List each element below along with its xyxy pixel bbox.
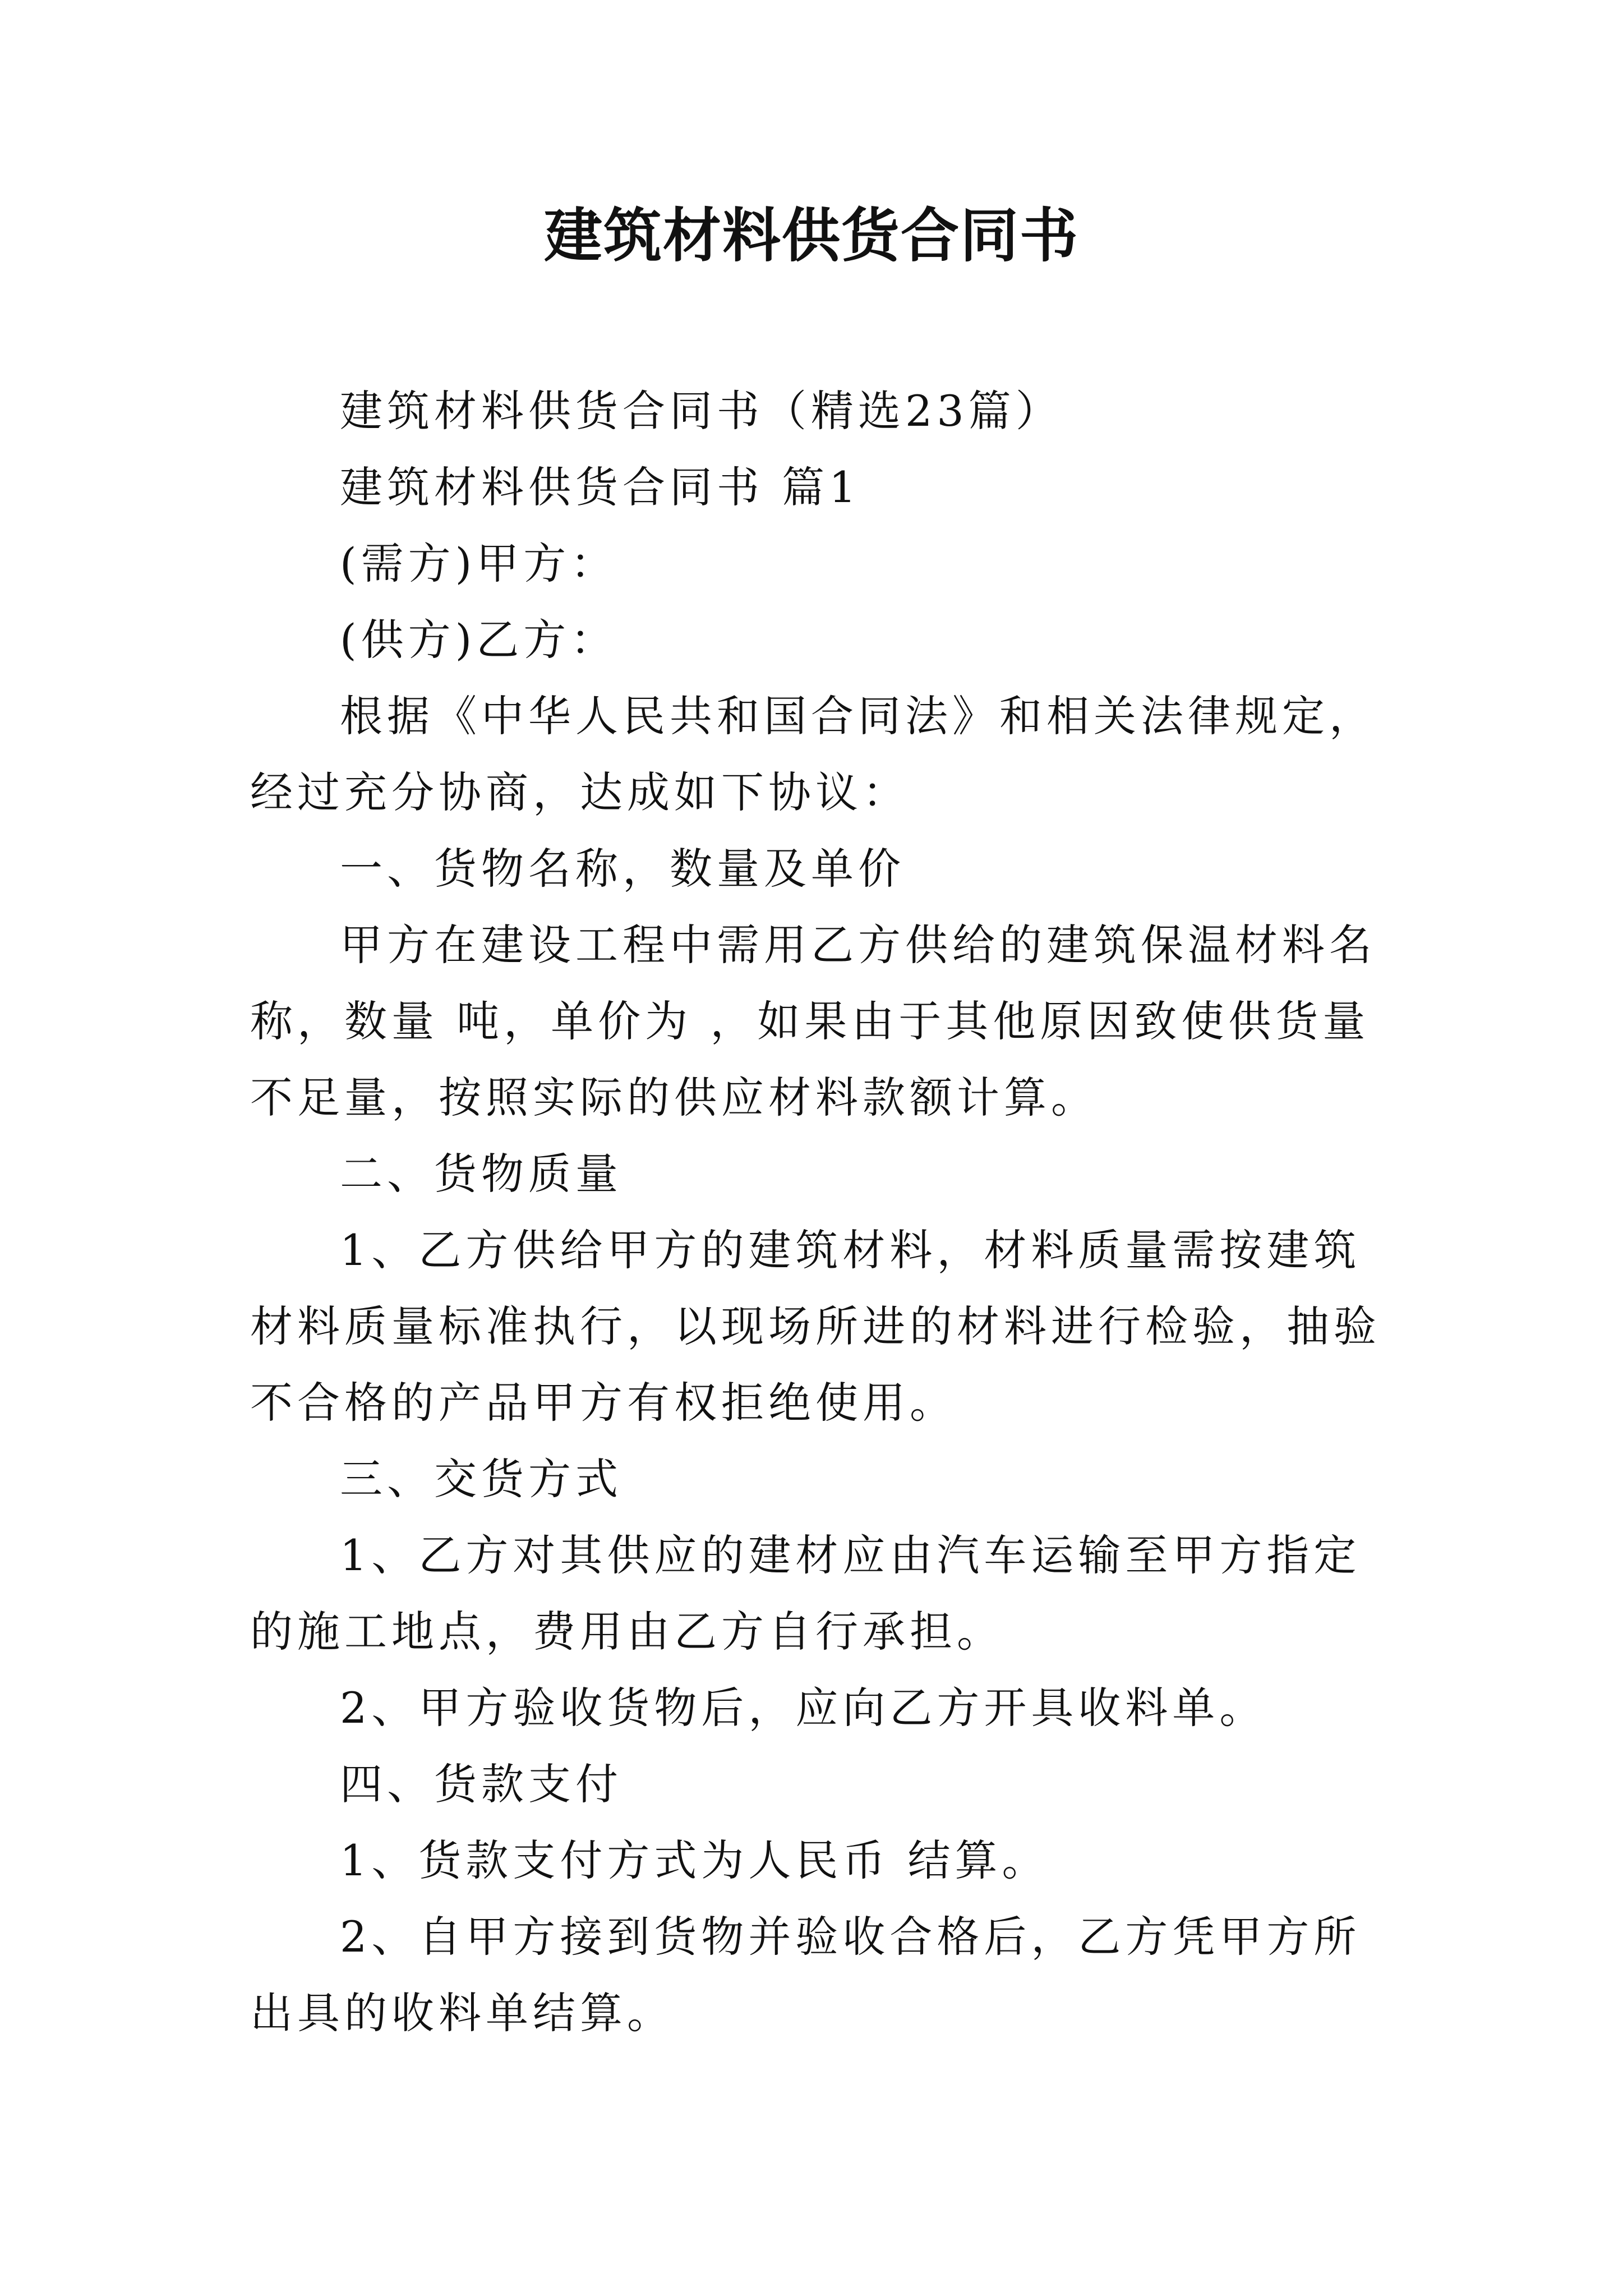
- party-b-line: (供方)乙方：: [340, 615, 618, 665]
- preamble-paragraph: 根据《中华人民共和国合同法》和相关法律规定，经过充分协商，达成如下协议：: [250, 691, 1376, 817]
- party-a-line: (需方)甲方：: [340, 539, 618, 588]
- subtitle-paragraph: 建筑材料供货合同书（精选23篇）: [340, 386, 1063, 436]
- clause-text-delivery-1: 1、乙方对其供应的建材应由汽车运输至甲方指定的施工地点，费用由乙方自行承担。: [250, 1530, 1361, 1657]
- clause-text-goods: 甲方在建设工程中需用乙方供给的建筑保温材料名称，数量 吨，单价为 ，如果由于其他原因致使供货量不足量，按照实际的供应材料款额计算。: [250, 920, 1376, 1122]
- document-body: [250, 373, 1383, 2051]
- section-heading-paragraph: 建筑材料供货合同书 篇1: [340, 462, 861, 512]
- clause-text-quality: 1、乙方供给甲方的建筑材料，材料质量需按建筑材料质量标准执行，以现场所进的材料进行检验，抽验不合格的产品甲方有权拒绝使用。: [250, 1225, 1381, 1428]
- clause-heading-goods: 一、货物名称，数量及单价: [340, 844, 905, 894]
- clause-text-payment-2: 2、自甲方接到货物并验收合格后，乙方凭甲方所出具的收料单结算。: [250, 1912, 1361, 2038]
- clause-text-delivery-2: 2、甲方验收货物后，应向乙方开具收料单。: [340, 1683, 1267, 1733]
- clause-heading-payment: 四、货款支付: [340, 1759, 623, 1809]
- clause-heading-quality: 二、货物质量: [340, 1149, 623, 1199]
- clause-heading-delivery: 三、交货方式: [340, 1454, 623, 1504]
- document-title: 建筑材料供货合同书: [543, 201, 1079, 270]
- clause-text-payment-1: 1、货款支付方式为人民币 结算。: [340, 1835, 1049, 1885]
